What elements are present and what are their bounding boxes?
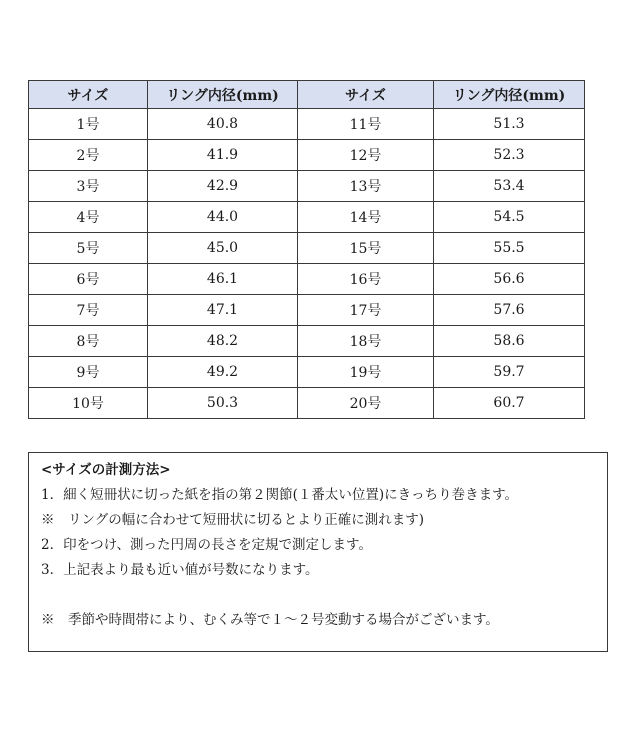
size-cell-left: 3号 <box>29 171 148 202</box>
diameter-cell-left: 48.2 <box>148 326 298 357</box>
size-cell-right: 13号 <box>298 171 434 202</box>
diameter-cell-left: 41.9 <box>148 140 298 171</box>
size-cell-right: 11号 <box>298 109 434 140</box>
diameter-cell-right: 56.6 <box>434 264 585 295</box>
table-row <box>29 233 585 264</box>
measurement-notes-box <box>28 452 608 652</box>
size-cell-left: 7号 <box>29 295 148 326</box>
notes-step-1: 1．細く短冊状に切った紙を指の第２関節(１番太い位置)にきっちり巻きます。 <box>41 487 519 503</box>
notes-remark-2: ※ 季節や時間帯により、むくみ等で１～２号変動する場合がございます。 <box>41 612 499 628</box>
header-size-left: サイズ <box>29 81 148 109</box>
diameter-cell-right: 55.5 <box>434 233 585 264</box>
size-cell-left: 10号 <box>29 388 148 419</box>
notes-spacer <box>41 583 607 608</box>
table-row <box>29 140 585 171</box>
diameter-cell-left: 45.0 <box>148 233 298 264</box>
size-cell-left: 2号 <box>29 140 148 171</box>
size-cell-left: 5号 <box>29 233 148 264</box>
diameter-cell-left: 50.3 <box>148 388 298 419</box>
table-row <box>29 109 585 140</box>
diameter-cell-right: 51.3 <box>434 109 585 140</box>
diameter-cell-right: 58.6 <box>434 326 585 357</box>
diameter-cell-right: 60.7 <box>434 388 585 419</box>
notes-remark-1: ※ リングの幅に合わせて短冊状に切るとより正確に測れます) <box>41 512 424 528</box>
table-row <box>29 357 585 388</box>
size-cell-right: 18号 <box>298 326 434 357</box>
table-body <box>29 109 585 419</box>
diameter-cell-right: 53.4 <box>434 171 585 202</box>
size-cell-right: 19号 <box>298 357 434 388</box>
table-row <box>29 171 585 202</box>
notes-step-3: 3．上記表より最も近い値が号数になります。 <box>41 562 319 578</box>
header-diameter-right: リング内径(mm) <box>434 81 585 109</box>
diameter-cell-right: 52.3 <box>434 140 585 171</box>
table-row <box>29 388 585 419</box>
header-size-right: サイズ <box>298 81 434 109</box>
diameter-cell-left: 47.1 <box>148 295 298 326</box>
notes-title: <サイズの計測方法> <box>41 462 171 478</box>
size-cell-left: 1号 <box>29 109 148 140</box>
table-header-row <box>29 81 585 109</box>
diameter-cell-right: 57.6 <box>434 295 585 326</box>
table-row <box>29 326 585 357</box>
size-cell-right: 14号 <box>298 202 434 233</box>
ring-size-table <box>28 80 585 419</box>
diameter-cell-left: 49.2 <box>148 357 298 388</box>
table-row <box>29 264 585 295</box>
size-cell-left: 9号 <box>29 357 148 388</box>
diameter-cell-left: 40.8 <box>148 109 298 140</box>
size-cell-left: 4号 <box>29 202 148 233</box>
size-cell-right: 15号 <box>298 233 434 264</box>
diameter-cell-right: 54.5 <box>434 202 585 233</box>
table-row <box>29 295 585 326</box>
size-cell-right: 16号 <box>298 264 434 295</box>
diameter-cell-left: 42.9 <box>148 171 298 202</box>
size-cell-left: 6号 <box>29 264 148 295</box>
diameter-cell-left: 44.0 <box>148 202 298 233</box>
table-row <box>29 202 585 233</box>
size-cell-right: 17号 <box>298 295 434 326</box>
header-diameter-left: リング内径(mm) <box>148 81 298 109</box>
size-cell-right: 12号 <box>298 140 434 171</box>
size-cell-right: 20号 <box>298 388 434 419</box>
size-cell-left: 8号 <box>29 326 148 357</box>
notes-step-2: 2．印をつけ、測った円周の長さを定規で測定します。 <box>41 537 372 553</box>
diameter-cell-left: 46.1 <box>148 264 298 295</box>
diameter-cell-right: 59.7 <box>434 357 585 388</box>
